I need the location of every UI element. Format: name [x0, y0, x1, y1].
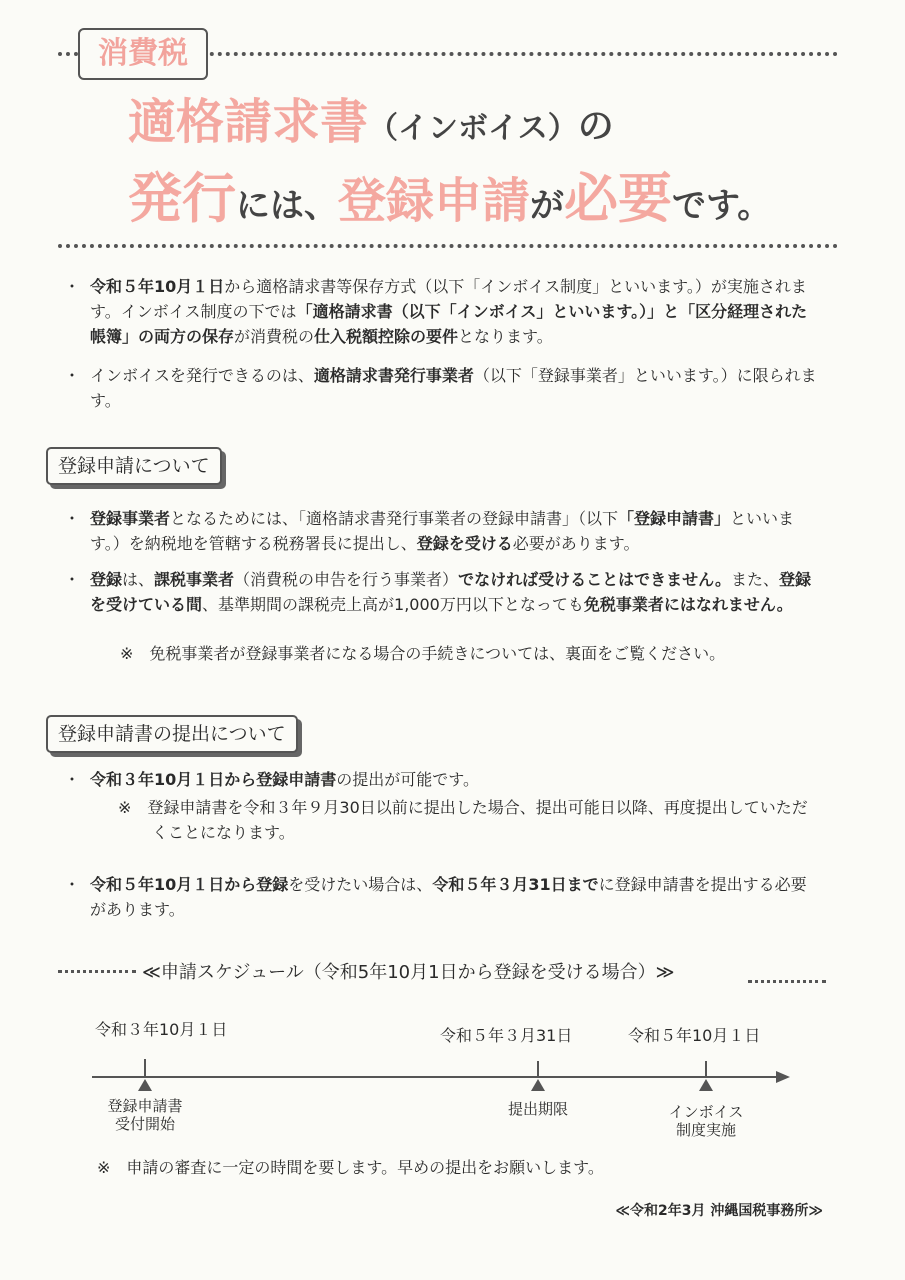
text-segment: が消費税の — [234, 327, 315, 346]
registration-paragraph-2 — [64, 567, 820, 617]
registration-note: ※ 免税事業者が登録事業者になる場合の手続きについては、裏面をご覧ください。 — [120, 644, 726, 663]
event-3-label-line2: 制度実施 — [675, 1121, 736, 1139]
schedule-left-dotline — [58, 970, 136, 973]
footer-credit: ≪令和2年3月 沖縄国税事務所≫ — [615, 1203, 823, 1219]
text-segment: また、 — [731, 570, 780, 589]
text-segment: といいます。）を納税地を管轄する税務署長に提出し、 — [90, 509, 795, 553]
submission-paragraph-1 — [64, 767, 820, 792]
title-line-2 — [128, 167, 772, 230]
title-no: の — [577, 106, 614, 147]
event-3-label-line1: インボイス — [668, 1103, 744, 1121]
text-segment: となります。 — [458, 327, 553, 346]
submission-p2-text — [90, 875, 807, 919]
tax-tag — [78, 28, 208, 80]
event-1-marker-icon — [138, 1079, 152, 1091]
submission-p1-text — [90, 770, 479, 789]
submission-paragraph-2 — [64, 872, 820, 922]
schedule-right-dotline — [748, 980, 826, 983]
submission-note-text: ※ 登録申請書を令和３年９月30日以前に提出した場合、提出可能日以降、再度提出していただくことになります。 — [118, 798, 808, 842]
schedule-note: ※ 申請の審査に一定の時間を要します。早めの提出をお願いします。 — [97, 1158, 604, 1177]
text-segment: でなければ受けることはできません。 — [458, 570, 732, 589]
event-3-marker-icon — [699, 1079, 713, 1091]
event-3-date: 令和５年10月１日 — [628, 1026, 761, 1045]
title-ga: が — [530, 186, 565, 226]
schedule-title: ≪申請スケジュール（令和5年10月1日から登録を受ける場合）≫ — [142, 962, 675, 983]
section-submission-title: 登録申請書の提出について — [58, 723, 286, 745]
text-segment: インボイスを発行できるのは、 — [90, 366, 314, 385]
text-segment: 「適格請求書（以下「インボイス」といいます。）」と「区分経理された帳簿」の両方の保存 — [90, 302, 808, 346]
text-segment: は、 — [122, 570, 155, 589]
registration-p2-text — [90, 570, 811, 614]
title-invoice: 適格請求書 — [128, 94, 369, 150]
text-segment: 登録申請書 — [256, 770, 337, 789]
bullet: ・ — [64, 770, 81, 789]
text-segment: 令和５年10月１日 — [90, 277, 225, 296]
text-segment: 、基準期間の課税売上高が1,000万円以下となっても — [202, 595, 584, 614]
text-segment: 適格請求書発行事業者 — [313, 366, 474, 385]
event-1-date: 令和３年10月１日 — [95, 1020, 228, 1039]
section-registration-heading — [46, 447, 222, 485]
bullet: ・ — [64, 570, 81, 589]
event-2-date: 令和５年３月31日 — [440, 1026, 573, 1045]
text-segment: 登録を受ける — [416, 534, 513, 553]
submission-note — [118, 795, 818, 845]
text-segment: 必要があります。 — [512, 534, 640, 553]
text-segment: 令和３年10月１日から — [90, 770, 257, 789]
timeline — [90, 1055, 800, 1095]
intro-p1-text — [90, 277, 807, 346]
title-invoice-paren: （インボイス） — [368, 111, 578, 146]
bullet: ・ — [64, 277, 81, 296]
text-segment: から適格請求書等保存方式（以下「インボイス制度」といいます。）が実施されます。インボイス制度の下では — [90, 277, 807, 321]
text-segment: となるためには、「適格請求書発行事業者の登録申請書」（以下 — [170, 509, 619, 528]
title-required: 必要 — [564, 167, 673, 230]
title-line-1 — [128, 94, 614, 150]
intro-paragraph-1 — [64, 274, 820, 349]
event-2-label-line1: 提出期限 — [507, 1100, 568, 1118]
title-registration: 登録申請 — [338, 173, 531, 229]
event-2-label — [488, 1100, 588, 1118]
intro-paragraph-2 — [64, 363, 820, 413]
text-segment: （以下「登録事業者」といいます。）に限られます。 — [90, 366, 817, 410]
text-segment: 「登録申請書」 — [618, 509, 731, 528]
text-segment: （消費税の申告を行う事業者） — [234, 570, 459, 589]
section-submission-heading — [46, 715, 298, 753]
text-segment: 免税事業者にはなれません。 — [583, 595, 793, 614]
registration-paragraph-1 — [64, 506, 820, 556]
text-segment: 登録事業者 — [90, 509, 171, 528]
bullet: ・ — [64, 875, 81, 894]
title-desu: です。 — [672, 186, 772, 226]
text-segment: の提出が可能です。 — [336, 770, 480, 789]
text-segment: を受けたい場合は、 — [288, 875, 433, 894]
title-issue: 発行 — [128, 167, 236, 230]
text-segment: 令和５年10月１日から — [90, 875, 257, 894]
text-segment: 登録 — [90, 570, 123, 589]
text-segment: 仕入税額控除の要件 — [314, 327, 459, 346]
header-bottom-dotline — [58, 244, 838, 248]
text-segment: 登録を受けている間 — [90, 570, 812, 614]
section-registration-title: 登録申請について — [58, 455, 210, 477]
text-segment: 課税事業者 — [154, 570, 235, 589]
event-1-label — [95, 1097, 195, 1133]
title-niwa: には、 — [236, 186, 338, 226]
registration-p1-text — [90, 509, 794, 553]
event-1-label-line1: 登録申請書 — [107, 1097, 183, 1115]
event-2-marker-icon — [531, 1079, 545, 1091]
event-3-label — [656, 1103, 756, 1139]
event-1-label-line2: 受付開始 — [114, 1115, 175, 1133]
tax-tag-label: 消費税 — [98, 36, 188, 71]
text-segment: 令和５年３月31日まで — [432, 875, 599, 894]
bullet: ・ — [64, 509, 81, 528]
timeline-arrowhead — [776, 1071, 790, 1083]
text-segment: 登録 — [256, 875, 289, 894]
intro-p2-text — [90, 366, 817, 410]
text-segment: に登録申請書を提出する必要があります。 — [90, 875, 807, 919]
bullet: ・ — [64, 366, 81, 385]
